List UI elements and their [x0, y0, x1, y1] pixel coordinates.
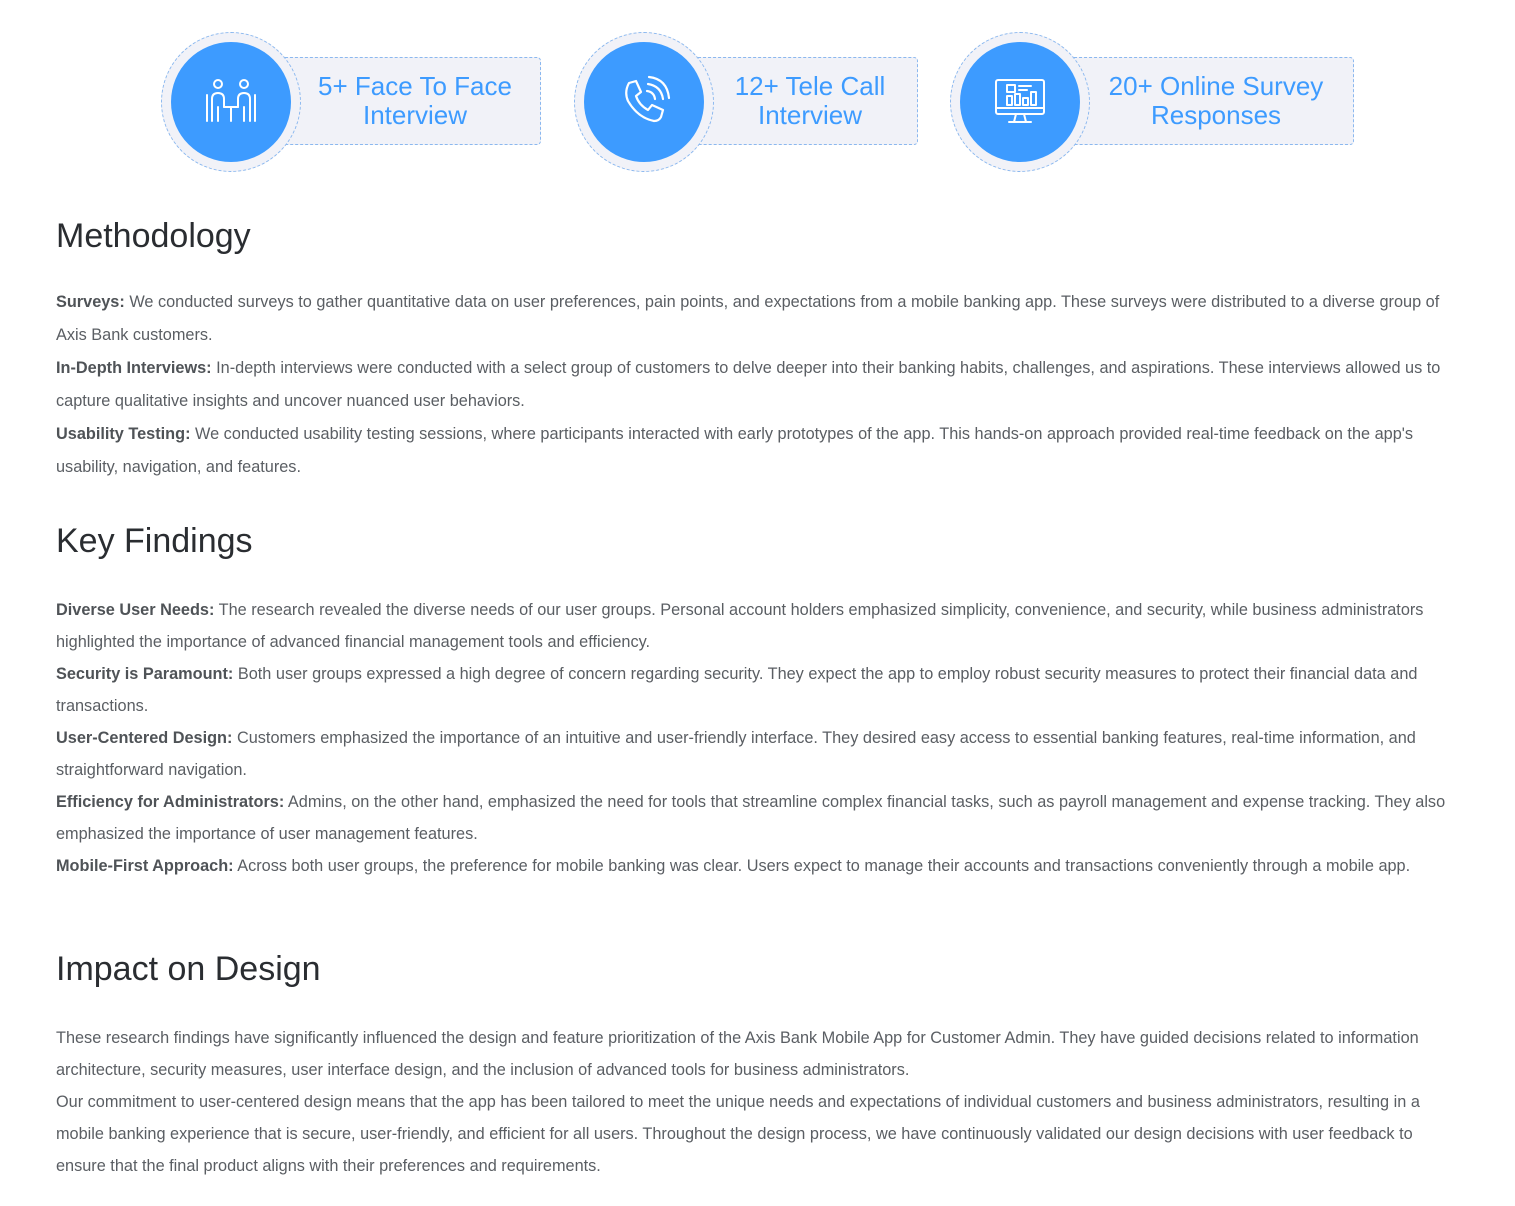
monitor-survey-icon	[993, 75, 1047, 129]
methodology-item	[56, 286, 1461, 352]
stat-card-tele-call	[574, 32, 920, 172]
stat-icon-ring	[161, 32, 301, 172]
item-text: Both user groups expressed a high degree of concern regarding security. They expect the app to employ robust security measures to protect their financial data and transactions.	[56, 665, 1418, 715]
methodology-item	[56, 352, 1461, 418]
finding-item	[56, 658, 1461, 722]
stat-card-online-survey	[950, 32, 1356, 172]
key-findings-section	[56, 522, 1461, 882]
item-text: The research revealed the diverse needs of our user groups. Personal account holders emphasized simplicity, convenience, and security, while business administrators highlighted the importance of advanced financial management tools and efficiency.	[56, 601, 1424, 651]
section-heading-impact: Impact on Design	[56, 950, 321, 988]
stat-label: 12+ Tele Call Interview	[734, 71, 886, 130]
impact-paragraph: These research findings have significantly influenced the design and feature prioritization of the Axis Bank Mobile App for Customer Admin. They have guided decisions related to information architecture, security measures, user interface design, and the inclusion of advanced tools for business administrators.	[56, 1029, 1419, 1079]
item-term: Mobile-First Approach:	[56, 857, 234, 875]
stat-label: 20+ Online Survey Responses	[1108, 71, 1324, 130]
methodology-item	[56, 418, 1461, 484]
stat-icon-circle	[960, 42, 1080, 162]
stat-icon-ring	[950, 32, 1090, 172]
item-term: Diverse User Needs:	[56, 601, 215, 619]
section-heading-key-findings: Key Findings	[56, 522, 253, 560]
finding-item	[56, 594, 1461, 658]
item-term: Efficiency for Administrators:	[56, 793, 285, 811]
phone-call-icon	[617, 75, 671, 129]
stat-icon-circle	[171, 42, 291, 162]
stat-label-box	[1060, 57, 1354, 145]
stat-icon-circle	[584, 42, 704, 162]
item-term: User-Centered Design:	[56, 729, 233, 747]
item-text: Admins, on the other hand, emphasized the need for tools that streamline complex financial tasks, such as payroll management and expense tracking. They also emphasized the importance of user management features.	[56, 793, 1446, 843]
methodology-section	[56, 217, 1461, 484]
finding-item	[56, 786, 1461, 850]
impact-section	[56, 950, 1461, 1182]
stat-label: 5+ Face To Face Interview	[318, 71, 512, 130]
item-term: Security is Paramount:	[56, 665, 234, 683]
stat-label-box	[271, 57, 541, 145]
item-text: Customers emphasized the importance of an intuitive and user-friendly interface. They desired easy access to essential banking features, real-time information, and straightforward navigation.	[56, 729, 1416, 779]
item-text: Across both user groups, the preference for mobile banking was clear. Users expect to manage their accounts and transactions conveniently through a mobile app.	[233, 857, 1411, 875]
item-text: We conducted surveys to gather quantitative data on user preferences, pain points, and expectations from a mobile banking app. These surveys were distributed to a diverse group of Axis Bank customers.	[56, 293, 1440, 344]
finding-item	[56, 850, 1461, 882]
impact-paragraph: Our commitment to user-centered design means that the app has been tailored to meet the unique needs and expectations of individual customers and business administrators, resulting in a mobile banking experience that is secure, user-friendly, and efficient for all users. Throughout the design process, we have continuously validated our design decisions with user feedback to ensure that the final product aligns with their preferences and requirements.	[56, 1093, 1420, 1175]
finding-item	[56, 722, 1461, 786]
item-text: In-depth interviews were conducted with a select group of customers to delve deeper into their banking habits, challenges, and aspirations. These interviews allowed us to capture qualitative insights and uncover nuanced user behaviors.	[56, 359, 1441, 410]
item-term: Usability Testing:	[56, 425, 191, 443]
stat-icon-ring	[574, 32, 714, 172]
stat-card-face-to-face	[161, 32, 543, 172]
face-to-face-meeting-icon	[204, 75, 258, 129]
item-text: We conducted usability testing sessions, where participants interacted with early prototypes of the app. This hands-on approach provided real-time feedback on the app's usability, navigation, and features.	[56, 425, 1413, 476]
stat-label-box	[684, 57, 918, 145]
item-term: In-Depth Interviews:	[56, 359, 212, 377]
section-heading-methodology: Methodology	[56, 217, 251, 255]
item-term: Surveys:	[56, 293, 125, 311]
